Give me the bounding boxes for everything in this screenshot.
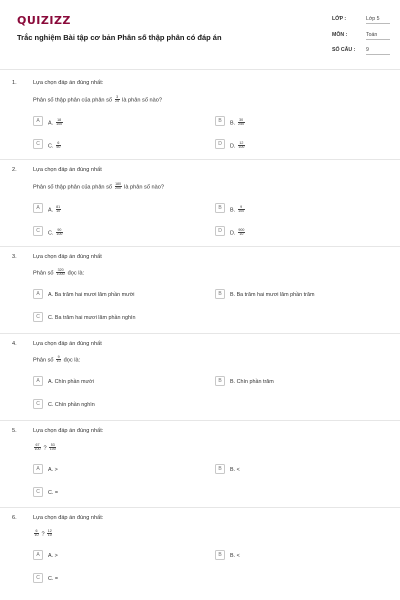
fraction-numerator: 6: [57, 140, 60, 145]
fraction: [115, 183, 122, 191]
option-label: [48, 315, 135, 321]
option-label: [48, 553, 58, 559]
fraction: [56, 269, 65, 277]
question-divider: [0, 507, 400, 508]
option-letter-box[interactable]: B: [215, 376, 225, 386]
meta-grade-label: LỚP :: [332, 16, 347, 22]
option-label: [48, 490, 58, 496]
fraction-denominator: 100: [56, 231, 63, 236]
option-label: [230, 379, 274, 385]
fraction-numerator: 9: [57, 355, 60, 359]
fraction: [115, 96, 120, 104]
option-label: [48, 206, 62, 214]
option-letter-box[interactable]: B: [215, 116, 225, 126]
fraction-numerator: 12: [239, 140, 244, 145]
option-text: C.: [48, 142, 55, 149]
option-text: A. >: [48, 552, 58, 559]
option-label: [48, 292, 135, 298]
option-text: A. >: [48, 466, 58, 473]
stem-text: Phân số: [33, 270, 56, 277]
option-letter-box[interactable]: C: [33, 226, 43, 236]
meta-subject-value: Toán: [366, 32, 390, 40]
option-text: B. Ba trăm hai mươi lăm phần trăm: [230, 291, 315, 298]
meta-question-count-value: 9: [366, 47, 390, 55]
fraction-numerator: 53: [50, 443, 55, 447]
option-letter-box[interactable]: A: [33, 376, 43, 386]
fraction-numerator: 81: [56, 204, 61, 209]
option-letter-box[interactable]: C: [33, 487, 43, 497]
option-letter-box[interactable]: A: [33, 550, 43, 560]
option-letter-box[interactable]: C: [33, 399, 43, 409]
fraction-denominator: 100: [34, 447, 41, 452]
option-text: A.: [48, 119, 55, 126]
option-text: D.: [230, 142, 237, 149]
fraction-denominator: 100: [49, 447, 56, 452]
fraction-denominator: 10: [34, 533, 39, 538]
option-text: D.: [230, 229, 237, 236]
option-text: B. <: [230, 552, 240, 559]
option-letter-box[interactable]: B: [215, 464, 225, 474]
option-letter-box[interactable]: C: [33, 139, 43, 149]
option-letter-box[interactable]: D: [215, 139, 225, 149]
question-stem: [33, 96, 162, 104]
question-number: 1.: [12, 80, 17, 86]
question-stem: [33, 183, 164, 191]
option-text: B. <: [230, 466, 240, 473]
question-stem: [33, 269, 84, 277]
meta-question-count-label: SỐ CÂU :: [332, 47, 356, 53]
fraction-denominator: 100: [238, 208, 245, 213]
question-instruction: Lựa chọn đáp án đúng nhất:: [33, 428, 104, 434]
fraction-denominator: 250: [238, 121, 245, 126]
option-label: [230, 142, 246, 150]
option-label: [230, 292, 314, 298]
question-divider: [0, 246, 400, 247]
option-label: [48, 229, 64, 237]
option-letter-box[interactable]: B: [215, 289, 225, 299]
question-instruction: Lựa chọn đáp án đúng nhất:: [33, 515, 104, 521]
fraction-numerator: 18: [57, 117, 62, 122]
question-number: 4.: [12, 341, 17, 347]
fraction-numerator: 320: [57, 268, 64, 272]
comparison-mark: ?: [42, 445, 49, 452]
stem-text: đọc là:: [62, 357, 81, 364]
option-letter-box[interactable]: A: [33, 116, 43, 126]
option-text: C. =: [48, 489, 59, 496]
header-divider: [0, 69, 400, 70]
question-stem: [33, 356, 80, 364]
option-text: C. Chín phần nghìn: [48, 401, 95, 408]
question-divider: [0, 159, 400, 160]
fraction: [238, 206, 245, 214]
fraction: [34, 530, 39, 538]
question-instruction: Lựa chọn đáp án đúng nhất:: [33, 80, 104, 86]
fraction-numerator: 90: [57, 227, 62, 232]
fraction: [56, 229, 63, 237]
stem-text: Phân số thập phân của phân số: [33, 184, 114, 191]
fraction-numerator: 3: [116, 95, 119, 99]
fraction-numerator: 180: [115, 182, 122, 186]
comparison-mark: ?: [40, 531, 47, 538]
fraction-denominator: 200: [115, 186, 122, 191]
fraction: [56, 142, 61, 150]
question-divider: [0, 420, 400, 421]
option-text: A.: [48, 206, 55, 213]
option-text: C. Ba trăm hai mươi lăm phần nghìn: [48, 314, 136, 321]
option-label: [230, 119, 246, 127]
fraction-denominator: 10: [56, 208, 61, 213]
stem-text: đọc là:: [66, 270, 85, 277]
option-label: [230, 206, 246, 214]
fraction: [56, 356, 61, 364]
option-letter-box[interactable]: C: [33, 312, 43, 322]
option-text: B.: [230, 119, 237, 126]
option-text: A. Ba trăm hai mươi lăm phần mười: [48, 291, 135, 298]
option-label: [48, 576, 58, 582]
question-instruction: Lựa chọn đáp án đúng nhất: [33, 341, 102, 347]
fraction-denominator: 100: [56, 121, 63, 126]
option-label: [230, 467, 240, 473]
option-label: [230, 553, 240, 559]
fraction: [238, 119, 245, 127]
fraction-numerator: 30: [239, 117, 244, 122]
meta-subject-label: MÔN :: [332, 32, 348, 38]
question-number: 3.: [12, 254, 17, 260]
fraction-numerator: 9: [238, 206, 245, 210]
fraction-numerator: 67: [35, 443, 40, 447]
option-letter-box[interactable]: B: [215, 203, 225, 213]
fraction-denominator: 10: [239, 231, 244, 236]
option-letter-box[interactable]: C: [33, 573, 43, 583]
meta-grade-value: Lớp 5: [366, 16, 390, 24]
option-letter-box[interactable]: A: [33, 289, 43, 299]
fraction-denominator: 1000: [56, 272, 65, 277]
option-label: [230, 229, 246, 237]
option-letter-box[interactable]: B: [215, 550, 225, 560]
fraction-numerator: 6: [35, 529, 38, 533]
fraction-numerator: 900: [238, 227, 245, 232]
worksheet-title: Trắc nghiệm Bài tập cơ bản Phân số thập phân có đáp án: [17, 33, 222, 42]
question-instruction: Lựa chọn đáp án đúng nhất: [33, 167, 102, 173]
option-text: C. =: [48, 575, 59, 582]
fraction-denominator: 10: [47, 533, 52, 538]
option-text: B.: [230, 206, 237, 213]
fraction-denominator: 100: [238, 144, 245, 149]
stem-text: Phân số thập phân của phân số: [33, 97, 114, 104]
stem-text: Phân số: [33, 357, 56, 364]
option-label: [48, 142, 62, 150]
fraction: [56, 206, 61, 214]
stem-text: là phân số nào?: [122, 184, 164, 191]
option-text: A. Chín phần mười: [48, 378, 94, 385]
fraction: [56, 119, 63, 127]
question-divider: [0, 333, 400, 334]
option-label: [48, 119, 64, 127]
worksheet-header: [0, 0, 400, 66]
fraction: [47, 530, 52, 538]
question-stem: [33, 444, 57, 452]
option-letter-box[interactable]: A: [33, 203, 43, 213]
fraction-denominator: 50: [56, 144, 61, 149]
question-number: 5.: [12, 428, 17, 434]
option-label: [48, 402, 95, 408]
question-instruction: Lựa chọn đáp án đúng nhất: [33, 254, 102, 260]
question-number: 6.: [12, 515, 17, 521]
fraction-denominator: 10: [56, 359, 61, 364]
fraction: [238, 142, 245, 150]
option-letter-box[interactable]: D: [215, 226, 225, 236]
option-text: C.: [48, 229, 55, 236]
stem-text: là phân số nào?: [120, 97, 162, 104]
fraction: [34, 444, 41, 452]
option-text: B. Chín phần trăm: [230, 378, 274, 385]
fraction-numerator: 12: [47, 529, 52, 533]
question-stem: [33, 530, 53, 538]
fraction-denominator: 25: [115, 99, 120, 104]
option-letter-box[interactable]: A: [33, 464, 43, 474]
option-label: [48, 379, 94, 385]
option-label: [48, 467, 58, 473]
question-number: 2.: [12, 167, 17, 173]
fraction: [49, 444, 56, 452]
fraction: [238, 229, 245, 237]
quizizz-logo: QUIZIZZ: [17, 14, 71, 27]
